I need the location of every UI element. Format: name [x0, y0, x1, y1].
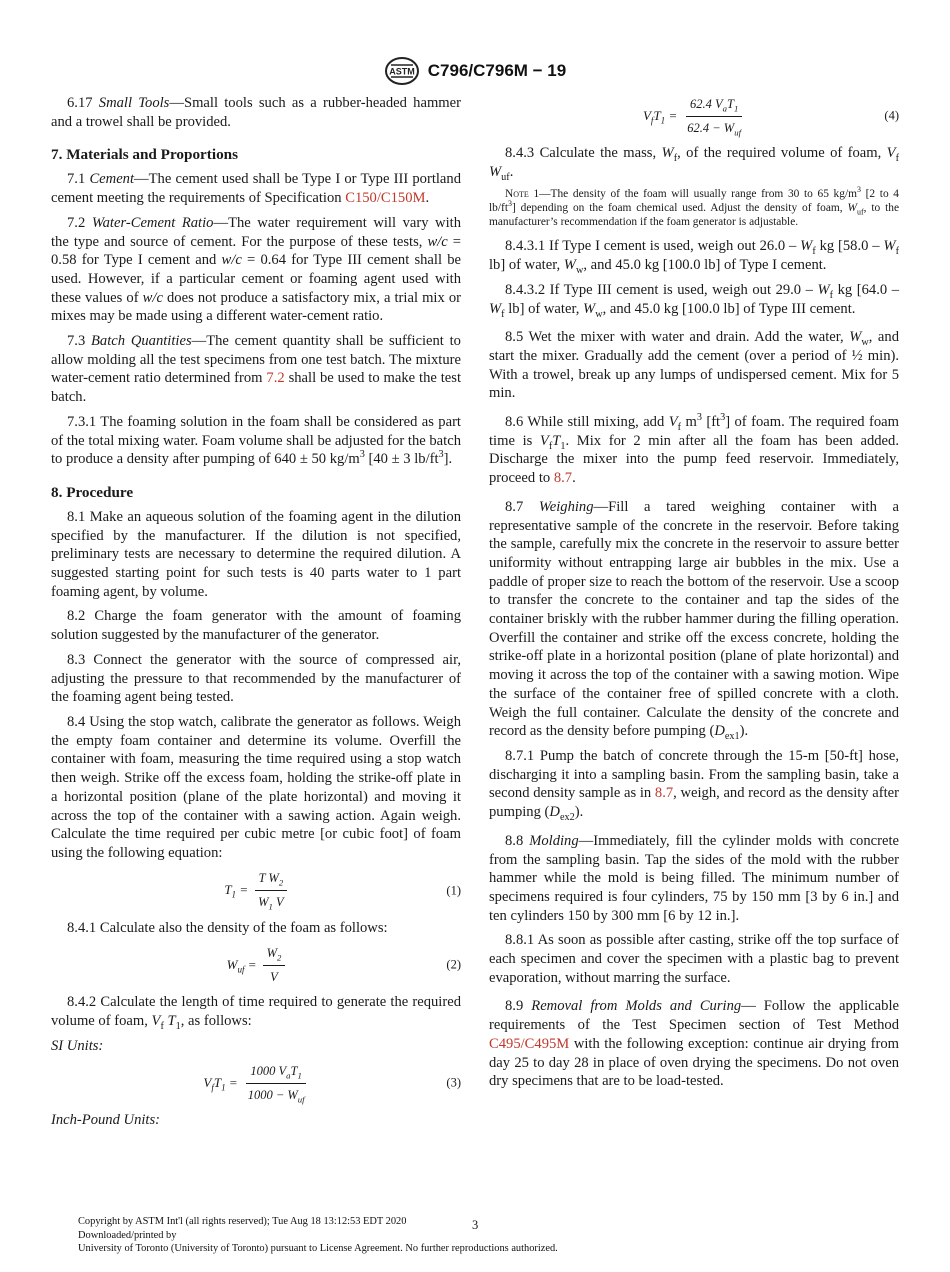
section-8-4-3: 8.4.3 Calculate the mass, $W_f$, of the required volume of foam, $V_f$ $W_{uf}$. — [489, 145, 899, 183]
equation-number: (2) — [446, 957, 461, 972]
heading-materials: 7. Materials and Proportions — [51, 146, 239, 164]
link-8-7[interactable]: 8.7 — [553, 470, 573, 487]
footer-line-1: Copyright by ASTM Int'l (all rights reserved); Tue Aug 18 13:12:53 EDT 2020 — [78, 1216, 407, 1227]
equation-number: (4) — [884, 108, 899, 123]
page-number: 3 — [472, 1218, 479, 1232]
section-8-3: 8.3 Connect the generator with the source of compressed air, adjusting the pressure to that recommended by the manufacturer of the foaming agent being tested. — [51, 651, 461, 706]
section-6-17: 6.17 Small Tools—Small tools such as a rubber-headed hammer and a trowel shall be provided. — [51, 95, 461, 130]
section-8-4-2: 8.4.2 Calculate the length of time required to generate the required volume of foam, $V_f$ $T_1$, as follows: — [51, 994, 461, 1032]
astm-logo-icon — [384, 56, 420, 86]
section-8-4-1: 8.4.1 Calculate also the density of the foam as follows: — [67, 919, 388, 936]
link-c495[interactable]: C495/C495M — [489, 1035, 570, 1052]
document-designation: C796/C796M − 19 — [427, 61, 567, 80]
section-7-3: 7.3 Batch Quantities—The cement quantity shall be sufficient to allow molding all the test specimens from one test batch. The mixture water-cement ratio determined from 7.2 shall be used to make the test batch. — [51, 333, 462, 406]
equation-number: (3) — [446, 1076, 461, 1091]
equation-1: $T_1$ = $\frac{T W_2}{W_1 V}$ (1) — [224, 871, 461, 912]
footer-line-2: Downloaded/printed by — [78, 1229, 177, 1241]
section-8-7-1: 8.7.1 Pump the batch of concrete through the 15-m [50-ft] hose, discharging it into a sampling basin. From the sampling basin, take a second density sample as in 8.7, weigh, and record as the density after pumping $(D_{ex2})$. — [489, 747, 899, 823]
right-column — [489, 90, 899, 1097]
inch-pound-units-label: Inch-Pound Units: — [51, 1112, 161, 1129]
equation-2: $W_{uf}$ = $\frac{W_2}{V}$ (2) — [226, 946, 461, 984]
heading-procedure: 8. Procedure — [51, 483, 134, 501]
section-7-3-1: 7.3.1 The foaming solution in the foam shall be considered as part of the total mixing water. Foam volume shall be adjusted for the batch to produce a density after pumping of 640 ± 50 $kg/m^3$ [40 ± 3 $lb/ft^3$]. — [51, 413, 461, 468]
section-8-8: 8.8 Molding—Immediately, fill the cylinder molds with concrete from the sampling basin. Tap the sides of the mold with the rubber hammer while the mold is being filled. The minimum number of specimens required is four cylinders, 75 by 150 mm [3 by 6 in.] and ten cylinders 150 by 300 mm [6 by 12 in.]. — [489, 832, 899, 924]
footer-line-3: University of Toronto (University of Toronto) pursuant to License Agreement. No further reproductions authorized. — [78, 1243, 558, 1254]
section-8-5: 8.5 Wet the mixer with water and drain. Add the water, $W_w$, and start the mixer. Gradually add the cement (over a period of ½ min). With a trowel, break up any lumps of undispersed cement. Mix for 5 min. — [489, 329, 899, 402]
si-units-label: SI Units: — [51, 1037, 104, 1054]
section-8-4-3-2: 8.4.3.2 If Type III cement is used, weigh out $29.0 - W_f$ kg [$64.0 - W_f$ lb] of water, $W_w$, and 45.0 kg [100.0 lb] of Type III cement. — [489, 281, 899, 320]
section-8-6: 8.6 While still mixing, add $V_f$ $m^3$ $[ft^3]$ of foam. The required foam time is $V_fT_1$. Mix for 2 min after all the foam has been added. Discharge the mixer into the pump feed reservoir. Immediately, proceed to 8.7. — [489, 412, 899, 487]
equation-4: $V_fT_1$ = $\frac{62.4 V_aT_1}{62.4 - W_{uf}}$ (4) — [642, 96, 899, 137]
note-1: Note 1—The density of the foam will usually range from 30 to 65 $kg/m^3$ [2 to 4 $lb/ft^3$] depending on the foam chemical used. Adjust the density of foam, $W_{uf}$, to the manufacturer’s recommendation if the foam generator is adjustable. — [489, 185, 899, 229]
section-8-2: 8.2 Charge the foam generator with the amount of foaming solution suggested by the manufacturer of the generator. — [51, 608, 461, 644]
section-8-9: 8.9 Removal from Molds and Curing— Follow the applicable requirements of the Test Specimen section of Test Method C495/C495M with the following exception: continue air drying from day 25 to day 28 in place of oven drying the specimens. Do not oven dry specimens that are to be load-tested. — [489, 998, 899, 1090]
link-8-7-b[interactable]: 8.7 — [654, 785, 674, 802]
link-7-2[interactable]: 7.2 — [266, 370, 285, 387]
link-c150[interactable]: C150/C150M — [345, 190, 426, 207]
left-column — [51, 94, 461, 1136]
section-7-1: 7.1 Cement—The cement used shall be Type I or Type III portland cement meeting the requirements of Specification C150/C150M. — [51, 171, 461, 207]
section-8-1: 8.1 Make an aqueous solution of the foaming agent in the dilution specified by the manufacturer. If the dilution is not specified, preliminary tests are necessary to determine the required dilution. A suggested starting point for such tests is 40 parts water to 1 part foaming agent, by volume. — [51, 508, 461, 600]
section-8-8-1: 8.8.1 As soon as possible after casting, strike off the top surface of each specimen and cover the specimen with a plastic bag to prevent evaporation, without marring the surface. — [489, 932, 899, 986]
section-8-7: 8.7 Weighing—Fill a tared weighing container with a representative sample of the concrete in the reservoir. Before taking the sample, carefully mix the concrete in the reservoir to assure better uniformity without entrapping large air bubbles in the mix. Use a paddle of proper size to reach the bottom of the reservoir. Use a scoop to transfer the concrete to the container and tap the sides of the container briskly with the rubber hammer during the filling operation. Overfill the container and strike off the excess concrete, holding the strike-off plate in a horizontal position (plane of plate horizontal) and moving it across the top of the container with a sawing motion. Wipe the surface of the container free of spilled concrete with a cloth. Weigh the full container. Calculate the density of the concrete and record as the density before pumping $(D_{ex1})$. — [489, 498, 900, 743]
section-8-4: 8.4 Using the stop watch, calibrate the generator as follows. Weigh the empty foam container and determine its volume. Overfill the container with foam, measuring the time required using a stop watch then weigh. Strike off the excess foam, holding the strike-off plate in a horizontal position (plane of the plate horizontal) and moving it across the top of the container with a sawing action. Again weigh. Calculate the time required per cubic metre [or cubic foot] of foam using the following equation: — [51, 713, 461, 861]
section-7-2: 7.2 Water-Cement Ratio—The water requirement will vary with the type and source of cement. For the purpose of these tests, w/c = 0.58 for Type I cement and w/c = 0.64 for Type III cement shall be used. However, if a particular cement or foaming agent used with these values of w/c does not produce a satisfactory mix, a trial mix or mixes may be made using a different water-cement ratio. — [51, 214, 462, 325]
page-header — [0, 56, 950, 86]
svg-text:ASTM: ASTM — [389, 66, 415, 77]
equation-3: $V_fT_1$ = $\frac{1000 V_aT_1}{1000 - W_{uf}}$ (3) — [203, 1064, 461, 1105]
equation-number: (1) — [446, 883, 461, 898]
section-8-4-3-1: 8.4.3.1 If Type I cement is used, weigh out $26.0 - W_f$ kg [$58.0 - W_f$ lb] of water, $W_w$, and 45.0 kg [100.0 lb] of Type I cement. — [489, 238, 899, 277]
